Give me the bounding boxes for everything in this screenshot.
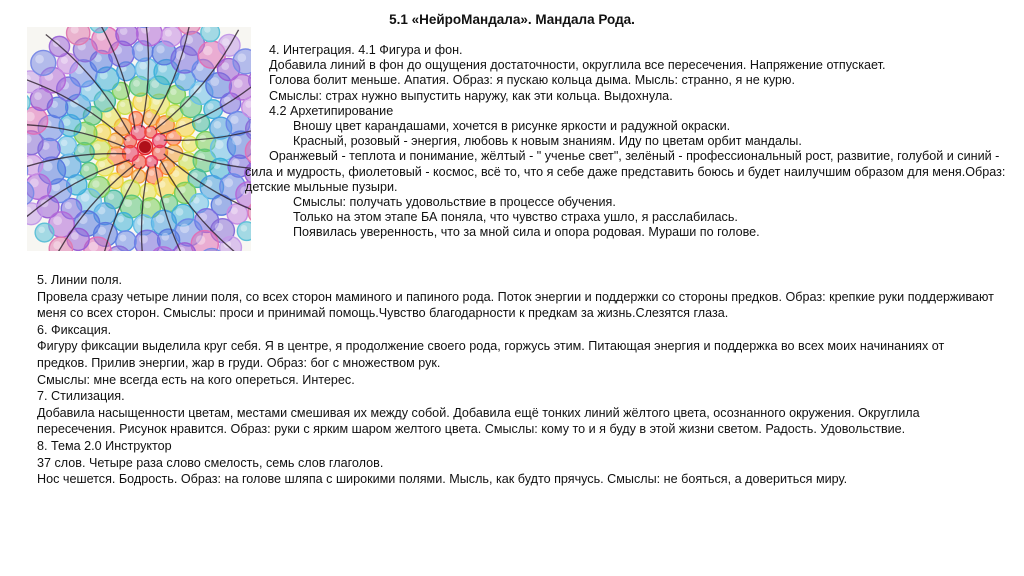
paragraph-theme-heading: 8. Тема 2.0 Инструктор	[37, 438, 172, 453]
mandala-drawing	[27, 27, 251, 251]
slide-title: 5.1 «НейроМандала». Мандала Рода.	[389, 12, 635, 27]
paragraph-meanings-learning: Смыслы: получать удовольствие в процессе обучения.	[293, 195, 616, 210]
paragraph-stylization: Добавила насыщенности цветам, местами смешивая их между собой. Добавила ещё тонких линий жёлтого цвета, осознанного окружения. Округлила пересечения. Рисунок нравится. Образ: руки с ярким шаром желтого цвета. Смыслы: кому то и я буду в этой жизни светом. Радость. Удовольствие.	[37, 405, 920, 437]
paragraph-word-count: 37 слов. Четыре раза слово смелость, семь слов глаголов.	[37, 455, 384, 470]
paragraph-field-lines-heading: 5. Линии поля.	[37, 273, 123, 287]
paragraph-meanings-fear: Смыслы: страх нужно выпустить наружу, как эти кольца. Выдохнула.	[269, 88, 673, 103]
paragraph-field-lines: Провела сразу четыре линии поля, со всех сторон маминого и папиного рода. Поток энергии и поддержки со стороны предков. Образ: крепкие руки поддерживают меня со всех сторон. Смыслы: проси и принимай помощь.Чувство благодарности к предкам за жизнь.Слезятся глаза.	[37, 289, 994, 321]
paragraph-integration-heading: 4. Интеграция. 4.1 Фигура и фон.	[269, 43, 463, 57]
paragraph-fixation-heading: 6. Фиксация.	[37, 322, 112, 337]
paragraph-archetype-heading: 4.2 Архетипирование	[269, 103, 394, 118]
top-text-block	[245, 43, 1009, 241]
paragraph-nose: Нос чешется. Бодрость. Образ: на голове шляпа с широкими полями. Мысль, как будто прячусь. Смыслы: не бояться, а довериться миру.	[37, 472, 848, 487]
paragraph-fixation: Фигуру фиксации выделила круг себя. Я в центре, я продолжение своего рода, горжусь этим. Питающая энергия и поддержка во всех моих начинаниях от предков. Прилив энергии, жар в груди. Образ: бог с множеством рук.	[37, 339, 945, 370]
bottom-text-block	[37, 272, 997, 488]
paragraph-fear-gone: Только на этом этапе БА поняла, что чувство страха ушло, я расслабилась.	[293, 210, 738, 225]
paragraph-orange-yellow: Оранжевый - теплота и понимание, жёлтый - " ученье свет", зелёный - профессиональный рост, развитие, голубой и синий - сила и мудрость, фиолетовый - космос, всё то, что я себе даже представить боюсь и будет наилучшим образом для меня.Образ: детские мыльные пузыри.	[245, 149, 1006, 194]
paragraph-confidence: Появилась уверенность, что за мной сила и опора родовая. Мураши по голове.	[293, 225, 760, 240]
paragraph-headache: Голова болит меньше. Апатия. Образ: я пускаю кольца дыма. Мысль: странно, я не курю.	[269, 73, 795, 88]
paragraph-lines-added: Добавила линий в фон до ощущения достаточности, округлила все пересечения. Напряжение отпускает.	[269, 58, 886, 73]
paragraph-meanings-support: Смыслы: мне всегда есть на кого опереться. Интерес.	[37, 372, 355, 387]
paragraph-stylization-heading: 7. Стилизация.	[37, 389, 125, 404]
paragraph-color-pencils: Вношу цвет карандашами, хочется в рисунке яркости и радужной окраски.	[293, 119, 731, 134]
paragraph-red-pink: Красный, розовый - энергия, любовь к новым знаниям. Иду по цветам орбит мандалы.	[293, 134, 802, 149]
mandala-image	[27, 27, 251, 251]
